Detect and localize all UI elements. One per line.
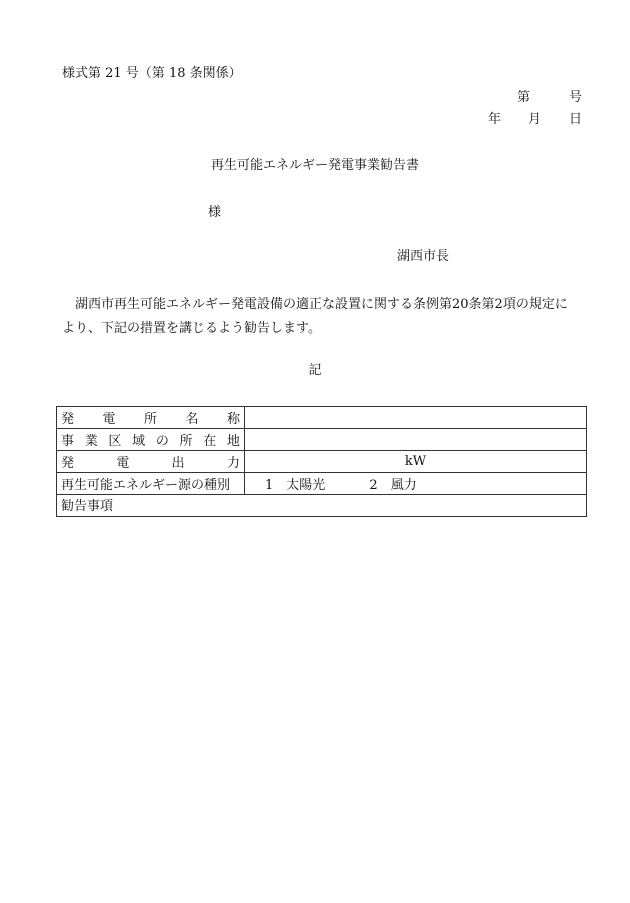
issuer-name: 湖西市長 xyxy=(397,249,450,264)
plant-name-label: 発 電 所 名 称 xyxy=(57,407,245,429)
location-value[interactable] xyxy=(245,429,587,451)
table-row-location xyxy=(57,429,587,451)
body-paragraph xyxy=(62,293,582,341)
option-wind[interactable]: 2 風力 xyxy=(369,478,417,493)
energy-type-value xyxy=(245,473,587,495)
table-row-remarks xyxy=(57,495,587,517)
date-day: 日 xyxy=(569,112,583,127)
table-row-energy-type xyxy=(57,473,587,495)
document-number-dai: 第 xyxy=(517,90,531,105)
output-value[interactable] xyxy=(245,451,587,473)
location-label: 事 業 区 域 の 所 在 地 xyxy=(57,429,245,451)
date-year: 年 xyxy=(488,112,502,127)
energy-type-label: 再生可能エネルギー源の種別 xyxy=(57,473,245,495)
document-title: 再生可能エネルギー発電事業勧告書 xyxy=(210,158,419,173)
date-month: 月 xyxy=(528,112,542,127)
document-number-go: 号 xyxy=(569,90,583,105)
table-row-plant-name xyxy=(57,407,587,429)
option-solar[interactable]: 1 太陽光 xyxy=(265,478,326,493)
addressee-suffix: 様 xyxy=(208,205,222,220)
table-row-output xyxy=(57,451,587,473)
body-line-1: 湖西市再生可能エネルギー発電設備の適正な設置に関する条例第20条第2項の規定に xyxy=(75,297,568,312)
form-number: 様式第 21 号（第 18 条関係） xyxy=(62,66,242,81)
output-unit: kW xyxy=(404,454,427,469)
remarks-cell[interactable] xyxy=(57,495,587,517)
remarks-label: 勧告事項 xyxy=(61,499,114,514)
ki-heading: 記 xyxy=(308,363,322,378)
body-line-2: より、下記の措置を講じるよう勧告します。 xyxy=(62,321,321,336)
output-label: 発 電 出 力 xyxy=(57,451,245,473)
details-table xyxy=(56,406,587,517)
plant-name-value[interactable] xyxy=(245,407,587,429)
